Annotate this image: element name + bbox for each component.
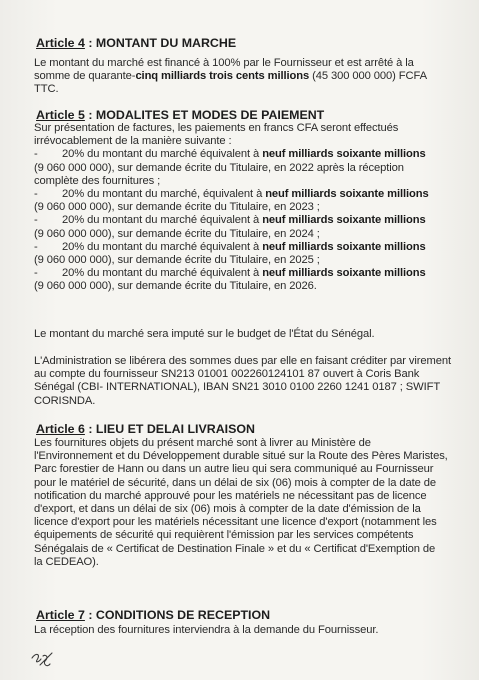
article-4-body: Le montant du marché est financé à 100% par le Fournisseur et est arrêté à la somme de quarante-cinq milliards trois cents millions (45 300 000 000) FCFA TTC. <box>34 57 427 96</box>
payment-item: - 20% du montant du marché équivalent à neuf milliards soixante millions <box>34 214 426 227</box>
article-6-body: Les fournitures objets du présent marché sont à livrer au Ministère de l'Environnement et du Développement durable situé sur la Route des Pères Maristes, Parc forestier de Hann ou dans un autre lieu qui sera communiqué au Fournisseur pour le matériel de sécurité, dans un délai de six (06) mois à compter de la date de notification du marché approuvé pour les matériels ne nécessitant pas de licence d'export, et dans un délai de six (06) mois à compter de la date d'émission de la licence d'export pour les matériels nécessitant une licence d'export (notamment les équipements de sécurité qui requièrent l'émission par les services compétents Sénégalais de « Certificat de Destination Finale » et du « Certificat d'Exemption de la CEDEAO). <box>34 437 448 568</box>
payment-item: - 20% du montant du marché, équivalent à neuf milliards soixante millions <box>34 188 429 201</box>
article-5-heading: Article 5 : MODALITES ET MODES DE PAIEMENT <box>36 108 325 122</box>
payment-item: - 20% du montant du marché équivalent à neuf milliards soixante millions <box>34 240 426 253</box>
article-7-body: La réception des fournitures interviendra à la demande du Fournisseur. <box>34 624 379 636</box>
article-7-heading: Article 7 : CONDITIONS DE RECEPTION <box>36 608 271 622</box>
budget-paragraph: Le montant du marché sera imputé sur le budget de l'État du Sénégal. <box>34 328 375 340</box>
article-5-body: Sur présentation de factures, les paiements en francs CFA seront effectués irrévocablement de la manière suivante : - 20% du montant du marché équivalent à neuf milliards soixante millions (9 060 000 000), sur demande écrite du Titulaire, en 2022 après la réception complète des fournitures ; - 20% du montant du marché, équivalent à neuf milliards soixante millions (9 060 000 000), sur demande écrite du Titulaire, en 2023 ; - 20% du montant du marché équivalent à neuf milliards soixante millions (9 060 000 000), sur demande écrite du Titulaire, en 2024 ; - 20% du montant du marché équivalent à neuf milliards soixante millions (9 060 000 000), sur demande écrite du Titulaire, en 2025 ; - 20% du montant du marché équivalent à neuf milliards soixante millions (9 060 000 000), sur demande écrite du Titulaire, en 2026. <box>34 122 452 294</box>
bank-transfer-paragraph: L'Administration se libérera des sommes dues par elle en faisant créditer par virement au compte du fournisseur SN213 01001 002260124101 87 ouvert à Coris Bank Sénégal (CBI- INTERNATIONAL), IBAN SN21 3010 0100 2260 1241 0187 ; SWIFT CORISNDA. <box>34 355 451 407</box>
article-6-heading: Article 6 : LIEU ET DELAI LIVRAISON <box>36 422 255 436</box>
payment-item: - 20% du montant du marché équivalent à neuf milliards soixante millions <box>34 148 426 161</box>
handwritten-initials-icon <box>28 650 54 672</box>
payment-item: - 20% du montant du marché équivalent à neuf milliards soixante millions <box>34 267 426 280</box>
article-4-heading: Article 4 : MONTANT DU MARCHE <box>36 36 237 50</box>
